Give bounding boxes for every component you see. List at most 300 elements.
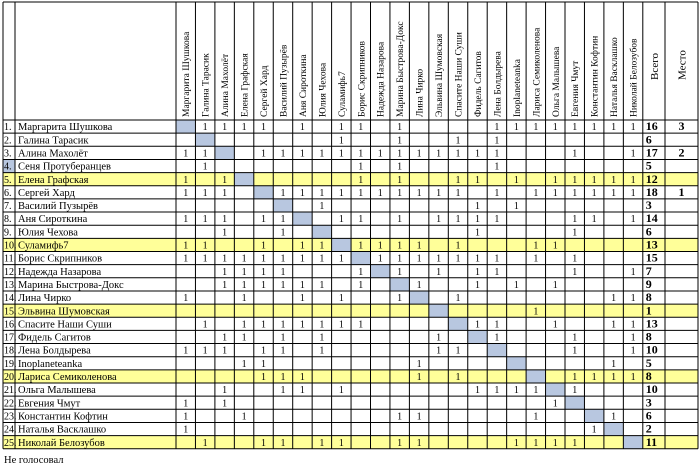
vote-mark: 1	[202, 437, 208, 449]
vote-mark: 1	[591, 187, 597, 199]
vote-mark: 1	[552, 240, 558, 252]
vote-mark: 1	[494, 385, 500, 397]
vote-mark: 1	[533, 187, 539, 199]
row-number: 19.	[4, 358, 17, 370]
vote-mark: 1	[241, 319, 247, 331]
vote-mark: 1	[280, 385, 286, 397]
column-header: Юлия Чехова	[318, 62, 329, 117]
vote-mark: 1	[261, 122, 267, 134]
total-votes: 11	[645, 434, 658, 449]
vote-mark: 1	[533, 411, 539, 423]
self-vote-cell	[468, 330, 487, 343]
place-value: 1	[678, 184, 685, 199]
vote-mark: 1	[183, 293, 189, 305]
self-vote-cell	[429, 304, 448, 317]
vote-mark: 1	[416, 253, 422, 265]
self-vote-cell	[390, 278, 409, 291]
row-number: 18.	[4, 345, 17, 357]
vote-mark: 1	[572, 345, 578, 357]
participant-name: Алина Махолёт	[18, 148, 88, 160]
vote-mark: 1	[630, 332, 636, 344]
vote-mark: 1	[183, 240, 189, 252]
vote-mark: 1	[591, 424, 597, 436]
vote-mark: 1	[319, 148, 325, 160]
vote-mark: 1	[494, 148, 500, 160]
row-number: 14.	[4, 293, 17, 305]
place-header: Место	[676, 50, 689, 80]
vote-mark: 1	[474, 279, 480, 291]
vote-mark: 1	[513, 122, 519, 134]
vote-mark: 1	[183, 398, 189, 410]
vote-mark: 1	[377, 240, 383, 252]
vote-mark: 1	[222, 253, 228, 265]
vote-mark: 1	[591, 214, 597, 226]
vote-mark: 1	[222, 332, 228, 344]
self-vote-cell	[176, 120, 195, 133]
column-header: Константин Кофтин	[590, 35, 601, 117]
total-votes: 12	[645, 171, 658, 186]
vote-mark: 1	[280, 372, 286, 383]
vote-mark: 1	[436, 148, 442, 160]
vote-mark: 1	[513, 201, 519, 213]
participant-name: Лариса Семиколенова	[18, 372, 117, 383]
vote-mark: 1	[183, 187, 189, 199]
vote-mark: 1	[611, 293, 617, 305]
participant-name: Эльвина Шумовская	[18, 306, 110, 318]
vote-mark: 1	[299, 372, 305, 383]
vote-mark: 1	[455, 174, 461, 186]
participant-name: Inoplaneteanka	[18, 358, 83, 370]
column-header: Аня Сироткина	[298, 54, 309, 117]
participant-name: Евгения Чмут	[18, 398, 81, 410]
vote-mark: 1	[416, 372, 422, 383]
vote-mark: 1	[280, 253, 286, 265]
vote-mark: 1	[533, 437, 539, 449]
vote-mark: 1	[222, 266, 228, 278]
vote-mark: 1	[358, 319, 364, 331]
vote-mark: 1	[630, 372, 636, 383]
self-vote-cell	[273, 199, 292, 212]
vote-mark: 1	[474, 148, 480, 160]
total-votes: 16	[645, 119, 658, 134]
vote-mark: 1	[455, 214, 461, 226]
vote-mark: 1	[533, 385, 539, 397]
vote-mark: 1	[319, 253, 325, 265]
vote-mark: 1	[280, 227, 286, 239]
vote-mark: 1	[241, 279, 247, 291]
vote-mark: 1	[572, 122, 578, 134]
total-votes: 9	[645, 276, 652, 291]
column-header: Маргарита Шушкова	[182, 31, 193, 117]
vote-mark: 1	[494, 319, 500, 331]
participant-name: Елена Графская	[18, 174, 89, 186]
total-votes: 7	[645, 263, 652, 278]
vote-mark: 1	[202, 161, 208, 173]
vote-mark: 1	[241, 122, 247, 134]
vote-mark: 1	[222, 385, 228, 397]
vote-mark: 1	[338, 437, 344, 449]
vote-mark: 1	[338, 385, 344, 397]
vote-mark: 1	[319, 201, 325, 213]
participant-name: Николай Белозубов	[18, 437, 105, 449]
vote-mark: 1	[397, 122, 403, 134]
vote-mark: 1	[397, 240, 403, 252]
vote-mark: 1	[611, 174, 617, 186]
vote-mark: 1	[241, 332, 247, 344]
total-votes: 6	[645, 408, 652, 423]
total-votes: 6	[645, 132, 652, 147]
vote-mark: 1	[202, 345, 208, 357]
vote-mark: 1	[183, 253, 189, 265]
row-number: 4.	[4, 161, 12, 173]
vote-mark: 1	[416, 411, 422, 423]
vote-mark: 1	[436, 214, 442, 226]
self-vote-cell	[507, 357, 526, 370]
vote-mark: 1	[552, 279, 558, 291]
vote-mark: 1	[513, 385, 519, 397]
vote-mark: 1	[222, 122, 228, 134]
vote-mark: 1	[455, 293, 461, 305]
column-header: Николай Белозубов	[629, 38, 640, 117]
self-vote-cell	[351, 252, 370, 265]
vote-mark: 1	[222, 214, 228, 226]
row-number: 1.	[4, 122, 12, 134]
vote-mark: 1	[280, 345, 286, 357]
column-header: Суламифь7	[337, 71, 348, 117]
row-number: 25.	[4, 437, 17, 449]
vote-mark: 1	[299, 122, 305, 134]
vote-mark: 1	[630, 266, 636, 278]
vote-mark: 1	[416, 279, 422, 291]
vote-mark: 1	[261, 279, 267, 291]
vote-mark: 1	[261, 345, 267, 357]
column-header: Наталья Васклашко	[610, 37, 621, 117]
vote-mark: 1	[183, 214, 189, 226]
vote-mark: 1	[397, 411, 403, 423]
column-header: Лина Чирко	[415, 68, 426, 117]
vote-mark: 1	[630, 148, 636, 160]
vote-mark: 1	[261, 214, 267, 226]
vote-mark: 1	[455, 135, 461, 147]
column-header: Алина Махолёт	[221, 53, 232, 117]
vote-mark: 1	[202, 240, 208, 252]
vote-mark: 1	[455, 253, 461, 265]
vote-mark: 1	[261, 253, 267, 265]
row-number: 15.	[4, 306, 17, 318]
vote-mark: 1	[591, 372, 597, 383]
vote-mark: 1	[319, 187, 325, 199]
self-vote-cell	[409, 291, 428, 304]
vote-mark: 1	[436, 266, 442, 278]
vote-mark: 1	[202, 253, 208, 265]
vote-mark: 1	[416, 358, 422, 370]
vote-mark: 1	[358, 148, 364, 160]
vote-mark: 1	[474, 266, 480, 278]
total-votes: 10	[645, 382, 658, 397]
self-vote-cell	[371, 265, 390, 278]
column-header: Ольга Малышева	[551, 46, 562, 117]
vote-mark: 1	[630, 187, 636, 199]
vote-mark: 1	[241, 293, 247, 305]
total-votes: 1	[645, 303, 652, 318]
vote-mark: 1	[513, 174, 519, 186]
row-number: 23.	[4, 411, 17, 423]
vote-mark: 1	[416, 240, 422, 252]
vote-mark: 1	[611, 411, 617, 423]
participant-name: Константин Кофтин	[18, 411, 108, 423]
participant-name: Аня Сироткина	[18, 214, 88, 226]
vote-mark: 1	[474, 227, 480, 239]
vote-mark: 1	[494, 253, 500, 265]
vote-mark: 1	[494, 135, 500, 147]
vote-mark: 1	[533, 122, 539, 134]
vote-mark: 1	[280, 214, 286, 226]
self-vote-cell	[526, 370, 545, 383]
vote-mark: 1	[241, 253, 247, 265]
vote-mark: 1	[299, 187, 305, 199]
total-votes: 15	[645, 250, 658, 265]
vote-mark: 1	[222, 174, 228, 186]
column-header: Елена Графская	[240, 53, 251, 117]
column-header: Борис Скрипников	[357, 40, 368, 117]
vote-mark: 1	[552, 398, 558, 410]
vote-mark: 1	[397, 253, 403, 265]
vote-mark: 1	[572, 332, 578, 344]
vote-mark: 1	[397, 187, 403, 199]
vote-mark: 1	[494, 122, 500, 134]
vote-mark: 1	[630, 122, 636, 134]
vote-mark: 1	[222, 345, 228, 357]
vote-mark: 1	[280, 319, 286, 331]
vote-mark: 1	[261, 358, 267, 370]
row-number: 9.	[4, 227, 12, 239]
vote-mark: 1	[299, 279, 305, 291]
vote-mark: 1	[377, 253, 383, 265]
vote-mark: 1	[299, 240, 305, 252]
vote-mark: 1	[611, 187, 617, 199]
vote-mark: 1	[494, 332, 500, 344]
footer-note: Не голосовал	[4, 454, 64, 466]
self-vote-cell	[584, 409, 603, 422]
participant-name: Юлия Чехова	[18, 227, 78, 239]
vote-mark: 1	[397, 293, 403, 305]
total-votes: 5	[645, 355, 652, 370]
row-number: 13.	[4, 279, 17, 291]
vote-mark: 1	[377, 148, 383, 160]
vote-mark: 1	[338, 253, 344, 265]
vote-mark: 1	[261, 148, 267, 160]
participant-name: Спасите Наши Суши	[18, 319, 112, 331]
row-number: 12.	[4, 266, 17, 278]
vote-mark: 1	[474, 174, 480, 186]
vote-mark: 1	[416, 148, 422, 160]
participant-name: Лена Болдырева	[18, 345, 91, 357]
row-number: 22.	[4, 398, 17, 410]
vote-mark: 1	[630, 214, 636, 226]
vote-mark: 1	[455, 148, 461, 160]
participant-name: Сергей Хард	[18, 187, 75, 199]
vote-mark: 1	[358, 266, 364, 278]
vote-mark: 1	[533, 306, 539, 318]
total-votes: 6	[645, 224, 652, 239]
vote-mark: 1	[630, 174, 636, 186]
row-number: 10.	[4, 240, 17, 252]
participant-name: Ольга Малышева	[18, 385, 96, 397]
participant-name: Борис Скрипников	[18, 253, 103, 265]
row-number: 11.	[4, 253, 17, 265]
vote-mark: 1	[552, 174, 558, 186]
vote-mark: 1	[183, 345, 189, 357]
column-header: Эльвина Шумовская	[435, 33, 446, 117]
vote-mark: 1	[222, 279, 228, 291]
vote-mark: 1	[513, 279, 519, 291]
vote-mark: 1	[338, 319, 344, 331]
column-header: Галина Тарасик	[201, 53, 212, 117]
vote-mark: 1	[533, 253, 539, 265]
vote-mark: 1	[183, 174, 189, 186]
vote-mark: 1	[319, 279, 325, 291]
vote-mark: 1	[455, 345, 461, 357]
participant-name: Наталья Васклашко	[18, 424, 107, 436]
row-highlight	[3, 436, 698, 449]
total-votes: 5	[645, 158, 652, 173]
vote-mark: 1	[611, 372, 617, 383]
vote-mark: 1	[299, 385, 305, 397]
total-votes: 8	[645, 369, 652, 383]
vote-mark: 1	[436, 253, 442, 265]
vote-mark: 1	[552, 437, 558, 449]
vote-mark: 1	[183, 411, 189, 423]
vote-mark: 1	[319, 332, 325, 344]
vote-mark: 1	[358, 214, 364, 226]
vote-mark: 1	[299, 319, 305, 331]
vote-mark: 1	[572, 187, 578, 199]
self-vote-cell	[195, 133, 214, 146]
column-header: Сергей Хард	[260, 65, 271, 117]
vote-mark: 1	[591, 174, 597, 186]
vote-mark: 1	[572, 227, 578, 239]
vote-mark: 1	[591, 122, 597, 134]
vote-mark: 1	[397, 135, 403, 147]
vote-mark: 1	[630, 345, 636, 357]
total-votes: 2	[645, 421, 652, 436]
row-number: 7.	[4, 201, 12, 213]
row-number: 24.	[4, 424, 17, 436]
column-header: Лариса Семиколенова	[532, 27, 543, 117]
vote-mark: 1	[572, 174, 578, 186]
total-votes: 3	[645, 198, 652, 213]
vote-mark: 1	[358, 122, 364, 134]
vote-mark: 1	[358, 161, 364, 173]
vote-mark: 1	[630, 319, 636, 331]
vote-mark: 1	[299, 148, 305, 160]
vote-mark: 1	[241, 358, 247, 370]
participant-name: Сеня Протуберанцев	[18, 161, 112, 173]
participant-name: Галина Тарасик	[18, 135, 89, 147]
vote-mark: 1	[358, 187, 364, 199]
column-header: Евгения Чмут	[571, 60, 582, 117]
vote-mark: 1	[513, 437, 519, 449]
total-votes: 14	[645, 211, 658, 226]
self-vote-cell	[546, 383, 565, 396]
vote-mark: 1	[494, 161, 500, 173]
column-header: Марина Быстрова-Докс	[396, 21, 407, 117]
self-vote-cell	[215, 146, 234, 159]
vote-mark: 1	[280, 437, 286, 449]
vote-mark: 1	[572, 372, 578, 383]
vote-mark: 1	[436, 332, 442, 344]
vote-mark: 1	[572, 148, 578, 160]
row-number: 6.	[4, 187, 12, 199]
vote-mark: 1	[299, 293, 305, 305]
vote-mark: 1	[202, 148, 208, 160]
vote-mark: 1	[552, 122, 558, 134]
self-vote-cell	[293, 212, 312, 225]
total-votes: 8	[645, 290, 652, 305]
self-vote-cell	[254, 186, 273, 199]
row-number: 2.	[4, 135, 12, 147]
vote-mark: 1	[377, 187, 383, 199]
vote-mark: 1	[397, 214, 403, 226]
self-vote-cell	[623, 436, 642, 449]
row-number: 5.	[4, 174, 12, 186]
self-vote-cell	[234, 173, 253, 186]
vote-mark: 1	[338, 293, 344, 305]
vote-mark: 1	[494, 266, 500, 278]
column-header: Василий Пузырёв	[279, 44, 290, 117]
vote-mark: 1	[494, 214, 500, 226]
column-header: Надежда Назарова	[376, 41, 387, 117]
row-number: 8.	[4, 214, 12, 226]
vote-mark: 1	[358, 279, 364, 291]
self-vote-cell	[565, 396, 584, 409]
vote-mark: 1	[611, 122, 617, 134]
column-header: Фидель Сагитов	[473, 51, 484, 117]
vote-mark: 1	[202, 122, 208, 134]
row-number: 20.	[4, 372, 17, 383]
place-value: 3	[678, 119, 685, 134]
vote-mark: 1	[261, 437, 267, 449]
vote-mark: 1	[397, 174, 403, 186]
total-votes: 17	[645, 145, 658, 160]
vote-mark: 1	[416, 437, 422, 449]
vote-mark: 1	[572, 214, 578, 226]
participant-name: Марина Быстрова-Докс	[18, 279, 124, 291]
vote-mark: 1	[474, 201, 480, 213]
row-number: 16.	[4, 319, 17, 331]
self-vote-cell	[487, 344, 506, 357]
participant-name: Лина Чирко	[18, 293, 72, 305]
total-header: Всего	[648, 53, 661, 80]
total-votes: 8	[645, 329, 652, 344]
vote-mark: 1	[533, 240, 539, 252]
vote-mark: 1	[397, 266, 403, 278]
vote-mark: 1	[552, 187, 558, 199]
vote-mark: 1	[416, 187, 422, 199]
vote-mark: 1	[552, 319, 558, 331]
vote-mark: 1	[455, 372, 461, 383]
vote-mark: 1	[397, 437, 403, 449]
row-number: 17.	[4, 332, 17, 344]
vote-mark: 1	[474, 319, 480, 331]
vote-mark: 1	[280, 148, 286, 160]
total-votes: 10	[645, 342, 658, 357]
vote-mark: 1	[358, 174, 364, 186]
vote-mark: 1	[494, 187, 500, 199]
vote-mark: 1	[183, 148, 189, 160]
vote-mark: 1	[338, 135, 344, 147]
vote-mark: 1	[436, 187, 442, 199]
